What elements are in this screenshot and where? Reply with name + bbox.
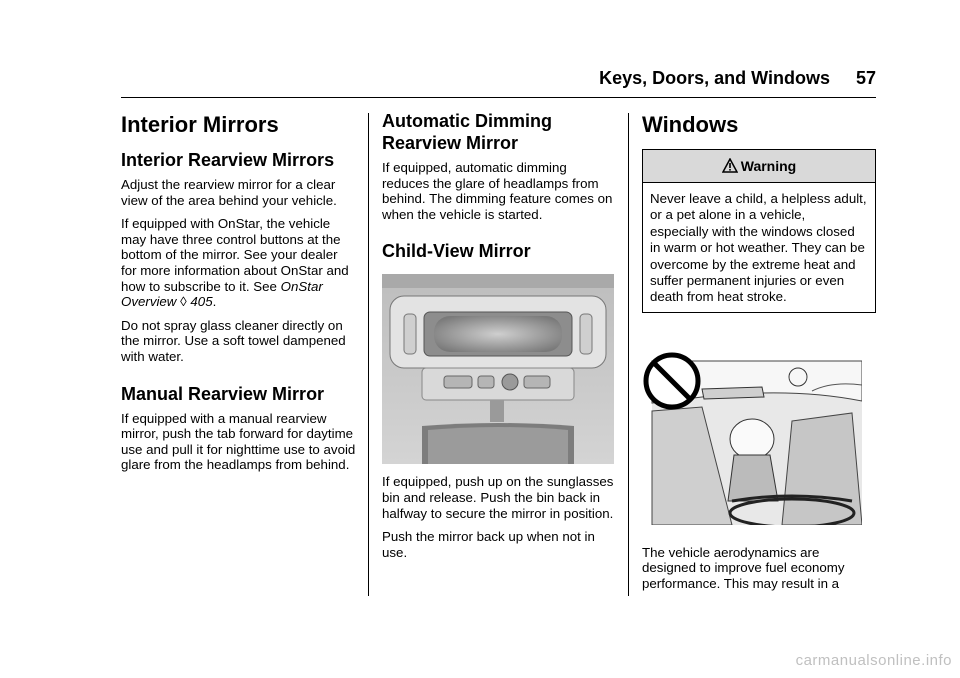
paragraph-push-mirror-back: Push the mirror back up when not in use. [382,529,595,560]
page-number: 57 [855,68,876,88]
paragraph-auto-dimming: If equipped, automatic dimming reduces the glare of headlamps from behind. The dimming feature comes on when the vehicle is started. [382,160,613,222]
onstar-page-ref[interactable]: 405 [190,294,213,310]
column-divider-2 [628,113,629,596]
page-ref-arrow-icon: ◊ [180,294,187,310]
heading-automatic-dimming: Automatic Dimming Rearview Mirror [382,111,553,153]
watermark [0,652,960,669]
onstar-overview-link[interactable]: OnStar Overview [121,278,323,310]
section-title-interior-mirrors: Interior Mirrors [121,112,279,137]
warning-box [642,149,876,313]
warning-triangle-icon [722,158,738,173]
header-section-title: Keys, Doors, and Windows [599,68,830,88]
paragraph-adjust-mirror: Adjust the rearview mirror for a clear view of the area behind your vehicle. [121,177,337,208]
paragraph-glass-cleaner: Do not spray glass cleaner directly on the mirror. Use a soft towel dampened with water. [121,317,346,364]
paragraph-onstar [121,216,356,310]
warning-label: Warning [740,158,797,174]
paragraph-manual-mirror: If equipped with a manual rearview mirror, push the tab forward for daytime use and pull it for nighttime use to avoid glare from the headlamps from behind. [121,410,356,473]
header-rule [121,97,876,98]
paragraph-aerodynamics: The vehicle aerodynamics are designed to improve fuel economy performance. This may result in a [642,544,845,592]
column-1 [121,108,356,481]
heading-child-view-mirror: Child-View Mirror [382,241,531,262]
period: . [212,294,217,310]
warning-text: Never leave a child, a helpless adult, or a pet alone in a vehicle, especially with the windows closed in warm or hot weather. They can be overcome by the extreme heat and suffer permanent injuries or even death from heat stroke. [650,191,867,305]
child-in-car-prohibited-illustration [642,351,862,525]
page-header [0,68,876,89]
column-3 [642,108,876,600]
heading-interior-rearview-mirrors: Interior Rearview Mirrors [121,150,335,170]
onstar-text: If equipped with OnStar, the vehicle may have three control buttons at the bottom of the mirror. See your dealer for more information about OnStar and how to subscribe to it. See [121,216,349,294]
heading-manual-rearview-mirror: Manual Rearview Mirror [121,383,325,404]
column-2 [382,108,614,568]
paragraph-child-view-instructions: If equipped, push up on the sunglasses bin and release. Push the bin back in halfway to secure the mirror in position. [382,474,614,521]
section-title-windows: Windows [642,112,739,137]
column-divider-1 [368,113,369,596]
child-view-mirror-illustration [382,274,614,464]
warning-header [643,150,875,183]
watermark-text: carmanualsonline.info [795,652,952,669]
